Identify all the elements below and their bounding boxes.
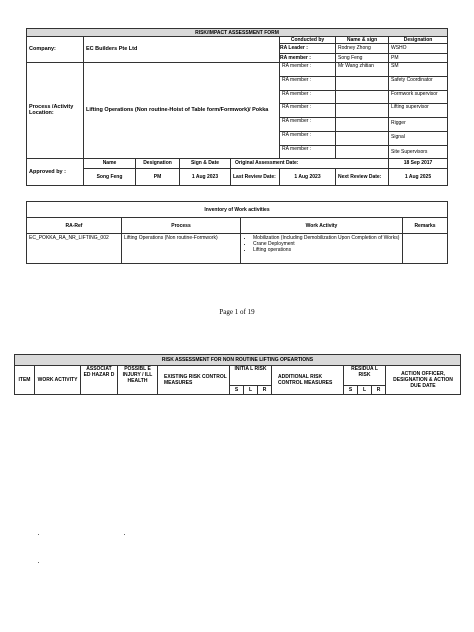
- ra-member-designation: Lifting supervisor: [389, 104, 447, 118]
- process-label: Process /Activity Location:: [27, 63, 84, 159]
- ra-member-designation: Safety Coordinator: [389, 77, 447, 91]
- ra-member-designation: PM: [389, 53, 447, 62]
- ra-member-designation: Rigger: [389, 118, 447, 132]
- header-hazard: ASSOCIAT ED HAZAR D: [81, 366, 118, 395]
- last-review-date: 1 Aug 2023: [280, 168, 336, 185]
- ra-member-designation: Signal: [389, 132, 447, 146]
- approval-sign-date-label: Sign & Date: [180, 158, 231, 168]
- ra-member-name: [336, 91, 388, 105]
- ra-member-designation: SM: [389, 63, 447, 77]
- approval-name-label: Name: [84, 158, 136, 168]
- scan-mark: [38, 562, 39, 563]
- inventory-table: [26, 201, 448, 264]
- ra-member-name: Mr Wang zhitian: [336, 63, 388, 77]
- header-work-activity: WORK ACTIVITY: [35, 366, 81, 395]
- residual-r: R: [372, 386, 386, 395]
- ra-member-role: RA member: [282, 76, 309, 83]
- ra-member-role: RA member: [282, 131, 309, 138]
- residual-s: S: [344, 386, 358, 395]
- ra-member-name: [336, 104, 388, 118]
- ra-member-name: [336, 118, 388, 132]
- ra-member-role: RA member: [282, 63, 309, 69]
- header-residual-risk: RESIDUA L RISK: [344, 366, 386, 386]
- header-initial-risk: INITIA L RISK: [230, 366, 272, 386]
- initial-r: R: [258, 386, 272, 395]
- last-review-label: Last Review Date:: [231, 168, 280, 185]
- inventory-header-activity: Work Activity: [241, 218, 403, 234]
- ra-leader-designation: WSHO: [391, 45, 407, 51]
- approver-sign-date: 1 Aug 2023: [180, 168, 231, 185]
- next-review-label: Next Review Date:: [336, 168, 389, 185]
- original-date-label: Original Assessment Date:: [231, 158, 389, 168]
- approver-name: Song Feng: [84, 168, 136, 185]
- header-additional-controls: ADDITIONAL RISK CONTROL MEASURES: [272, 366, 344, 395]
- header-injury: POSSIBL E INJURY / ILL HEALTH: [118, 366, 158, 395]
- ra-member-designation: Formwork supervisor: [389, 91, 447, 105]
- activity-list: [243, 235, 400, 253]
- scan-mark: [124, 534, 125, 535]
- ra-member-name: Song Feng: [336, 53, 388, 62]
- inventory-header-ref: RA-Ref: [27, 218, 122, 234]
- designation-label: Designation: [389, 37, 447, 44]
- residual-l: L: [358, 386, 372, 395]
- page-number: Page 1 of 19: [219, 308, 255, 316]
- header-item: ITEM: [15, 366, 35, 395]
- inventory-process: Lifting Operations (Non routine-Formwork): [122, 234, 241, 264]
- header-action-officer: ACTION OFFICER, DESIGNATION & ACTION DUE DATE: [386, 366, 461, 395]
- list-item: • Lifting operations: [253, 247, 400, 253]
- ra-member-name: [336, 132, 388, 146]
- approver-designation: PM: [136, 168, 180, 185]
- assessment-form-table: RISK/IMPACT ASSESSMENT FORM Company: EC Builders Pte Ltd Conducted by RA Leader : RA member : Name & sign Rodney Zhong Song Feng Designation WSHO PM Process /Activity Location: Lifting Operations (Non routine-Hoist of Table form/Formwork)/ Pokka RA member : RA member : RA member : RA member : RA member : RA member : RA member : Mr Wang zhitian SM Safety Coordinator Formwork supervisor Lifting supervisor Rigger Signal Site Supervisors Approved by : Name Designation Sign & Date Original Assessment Date: 18 Sep 2017 Song Feng PM 1 Aug 2023 Last Review Date: 1 Aug 2023 Next Review Date: 1 Aug 2025: [26, 28, 448, 186]
- inventory-header-remarks: Remarks: [403, 218, 448, 234]
- ra-leader-role: RA Leader: [280, 45, 305, 51]
- ra-member-role: RA member: [282, 104, 309, 111]
- risk-title: RISK ASSESSMENT FOR NON ROUTINE LIFTING OPEARTIONS: [15, 355, 461, 366]
- conducted-by-label: Conducted by: [280, 37, 335, 44]
- ra-member-role: RA member: [282, 145, 309, 152]
- process-value: Lifting Operations (Non routine-Hoist of Table form/Formwork)/ Pokka: [84, 63, 280, 159]
- ra-member-designation: Site Supervisors: [391, 148, 428, 155]
- header-existing-controls: EXISTING RISK CONTROL MEASURES: [158, 366, 230, 395]
- original-date: 18 Sep 2017: [389, 158, 448, 168]
- inventory-header-process: Process: [122, 218, 241, 234]
- company-value: EC Builders Pte Ltd: [84, 37, 280, 63]
- ra-leader-name: Rodney Zhong: [338, 45, 371, 51]
- scan-mark: [38, 534, 39, 535]
- table-row: [27, 234, 448, 264]
- inventory-ref: EC_POKKA_RA_NR_LIFTING_002: [27, 234, 122, 264]
- inventory-remarks: [403, 234, 448, 264]
- risk-assessment-table: [14, 354, 461, 395]
- ra-member-role: RA member: [282, 90, 309, 97]
- name-sign-label: Name & sign: [336, 37, 388, 44]
- initial-s: S: [230, 386, 244, 395]
- company-label: Company:: [27, 37, 84, 63]
- approved-by-label: Approved by :: [27, 158, 84, 185]
- ra-member-role: RA member: [280, 55, 308, 61]
- ra-member-name: [336, 146, 388, 158]
- ra-member-role: RA member: [282, 118, 309, 125]
- ra-member-name: [336, 77, 388, 91]
- list-item: • Crane Deployment: [253, 241, 400, 247]
- form-title: RISK/IMPACT ASSESSMENT FORM: [27, 29, 448, 37]
- list-item: • Mobilization (Including Demobilization Upon Completion of Works): [253, 235, 400, 241]
- initial-l: L: [244, 386, 258, 395]
- approval-designation-label: Designation: [136, 158, 180, 168]
- next-review-date: 1 Aug 2025: [389, 168, 448, 185]
- inventory-title: Inventory of Work activities: [27, 202, 448, 218]
